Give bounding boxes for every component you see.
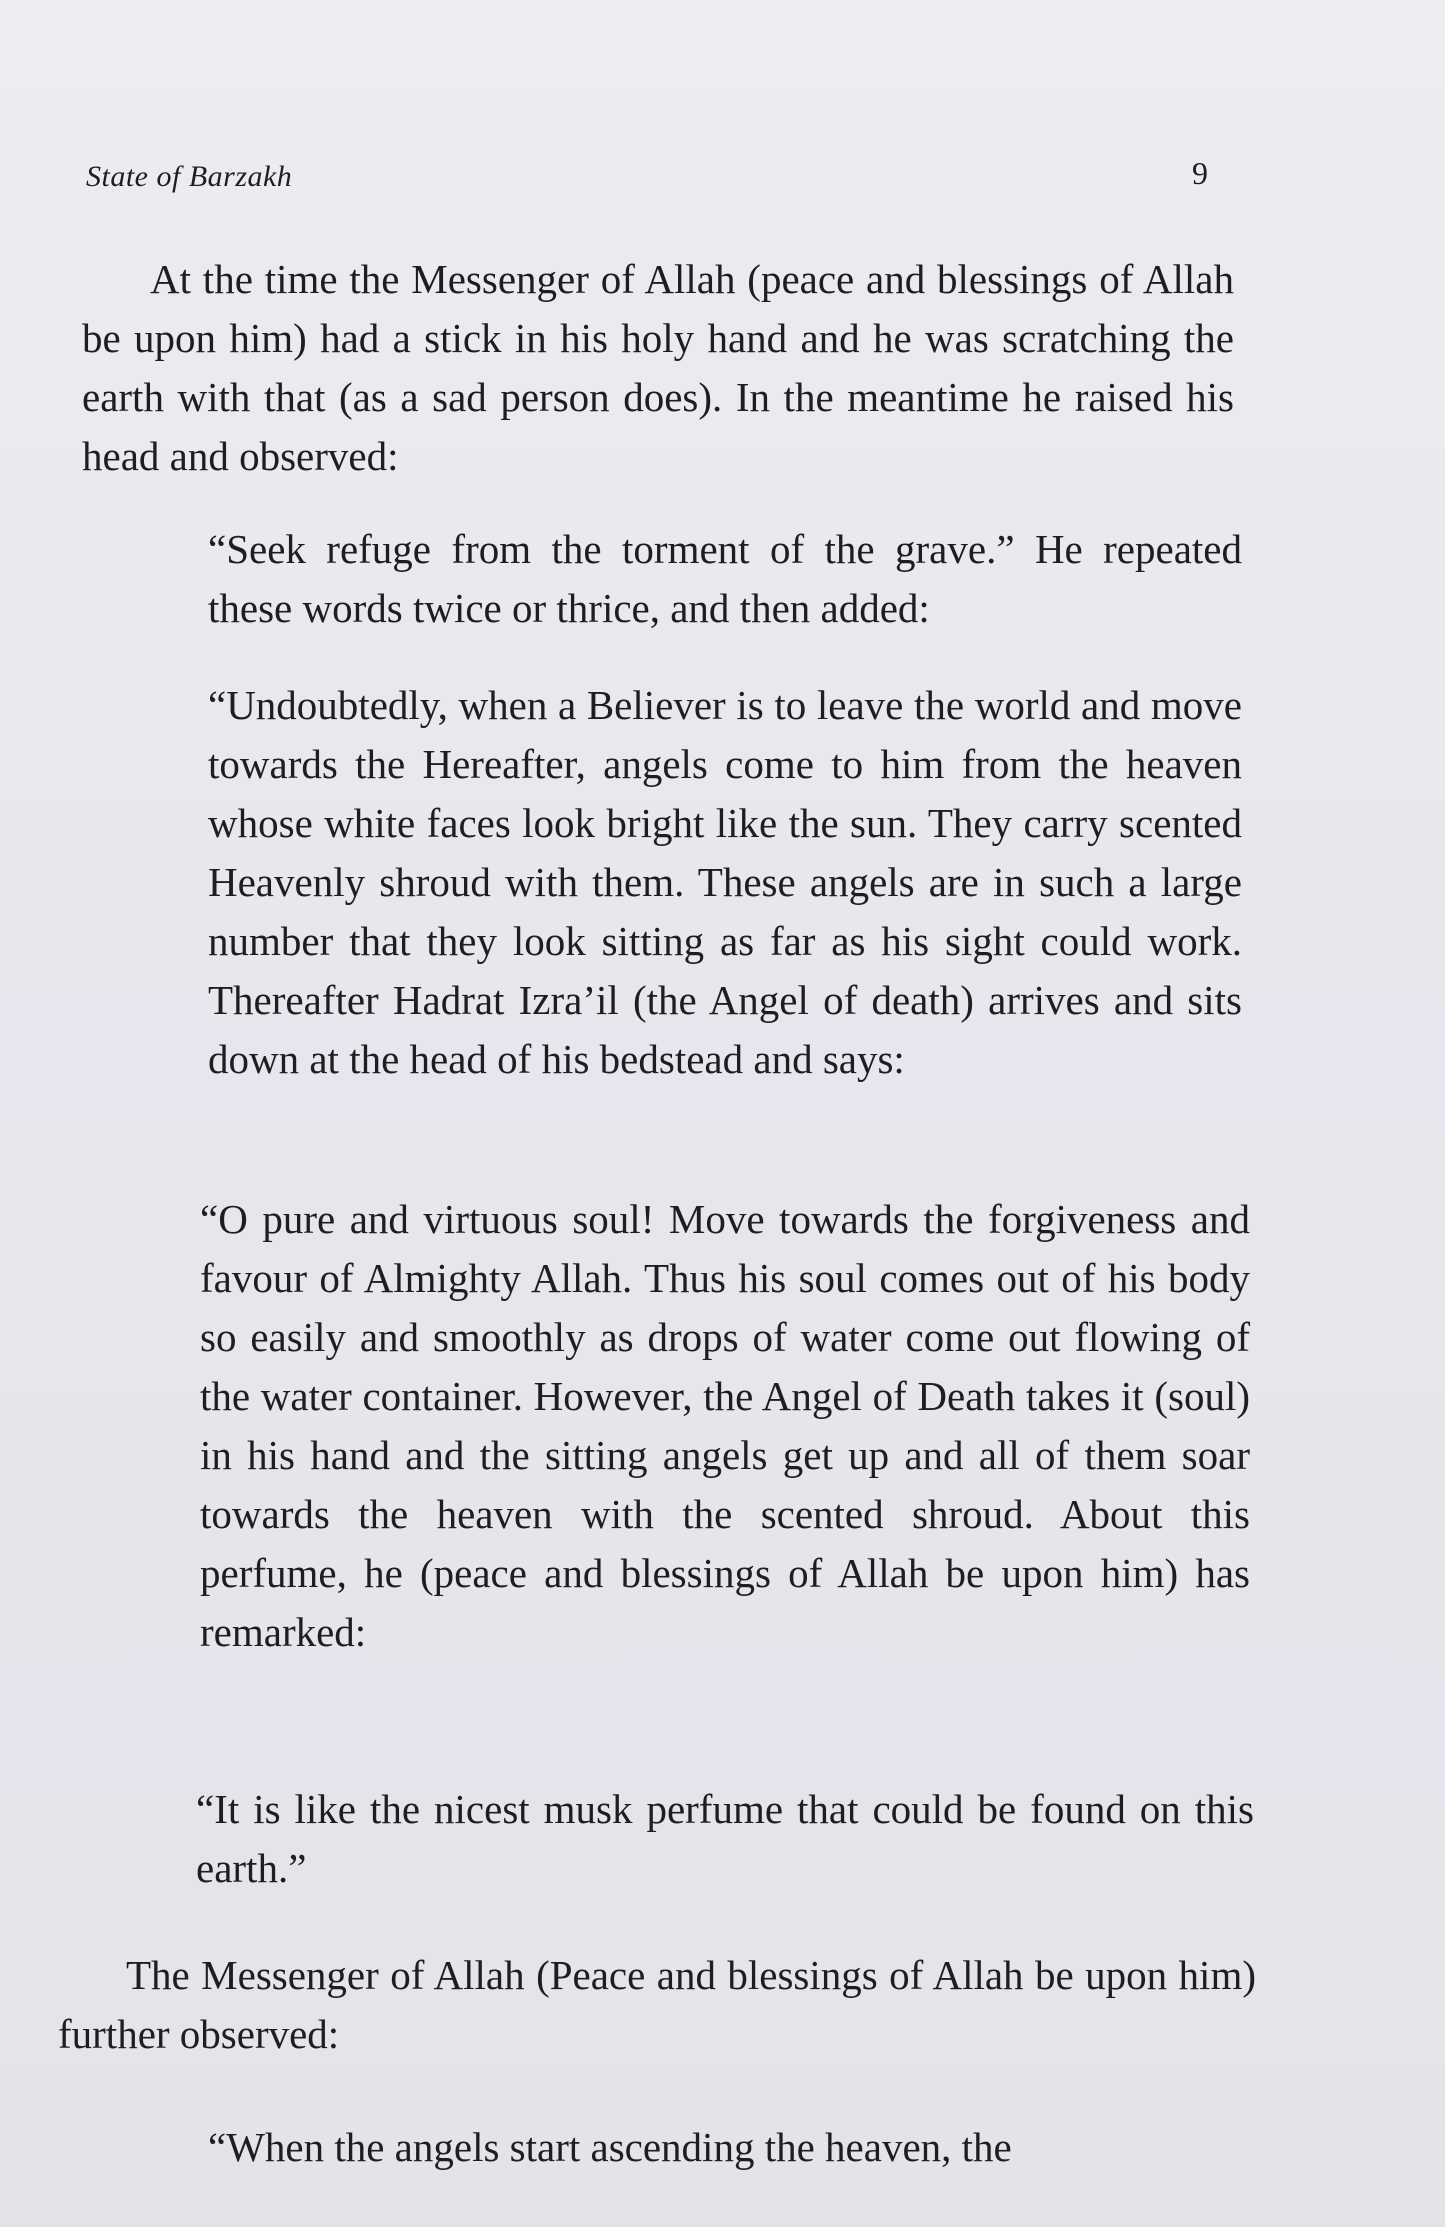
running-head-title: State of Barzakh [86,160,293,193]
page-number: 9 [1192,155,1208,191]
quote-believer: “Undoubtedly, when a Believer is to leave the world and move towards the Hereafter, angels come to him from the heaven whose white faces look bright like the sun. They carry scented Heavenly shroud with them. These angels are in such a large number that they look sitting as far as his sight could work. Thereafter Hadrat Izra’il (the Angel of death) arrives and sits down at the head of his bedstead and says: [208,682,1242,1082]
quote-pure-soul: “O pure and virtuous soul! Move towards the forgiveness and favour of Almighty Allah. Thus his soul comes out of his body so easily and smoothly as drops of water come out flowing of the water container. However, the Angel of Death takes it (soul) in his hand and the sitting angels get up and all of them soar towards the heaven with the scented shroud. About this perfume, he (peace and blessings of Allah be upon him) has remarked: [200,1196,1250,1655]
intro-paragraph: At the time the Messenger of Allah (peace and blessings of Allah be upon him) had a stick in his holy hand and he was scratching the earth with that (as a sad person does). In the meantime he raised his head and observed: [82,256,1234,479]
quote-ascending: “When the angels start ascending the heaven, the [208,2124,1012,2170]
further-paragraph: The Messenger of Allah (Peace and blessings of Allah be upon him) further observed: [58,1952,1256,2057]
quote-musk: “It is like the nicest musk perfume that could be found on this earth.” [196,1786,1254,1891]
quote-refuge: “Seek refuge from the torment of the grave.” He repeated these words twice or thrice, and then added: [208,526,1242,631]
